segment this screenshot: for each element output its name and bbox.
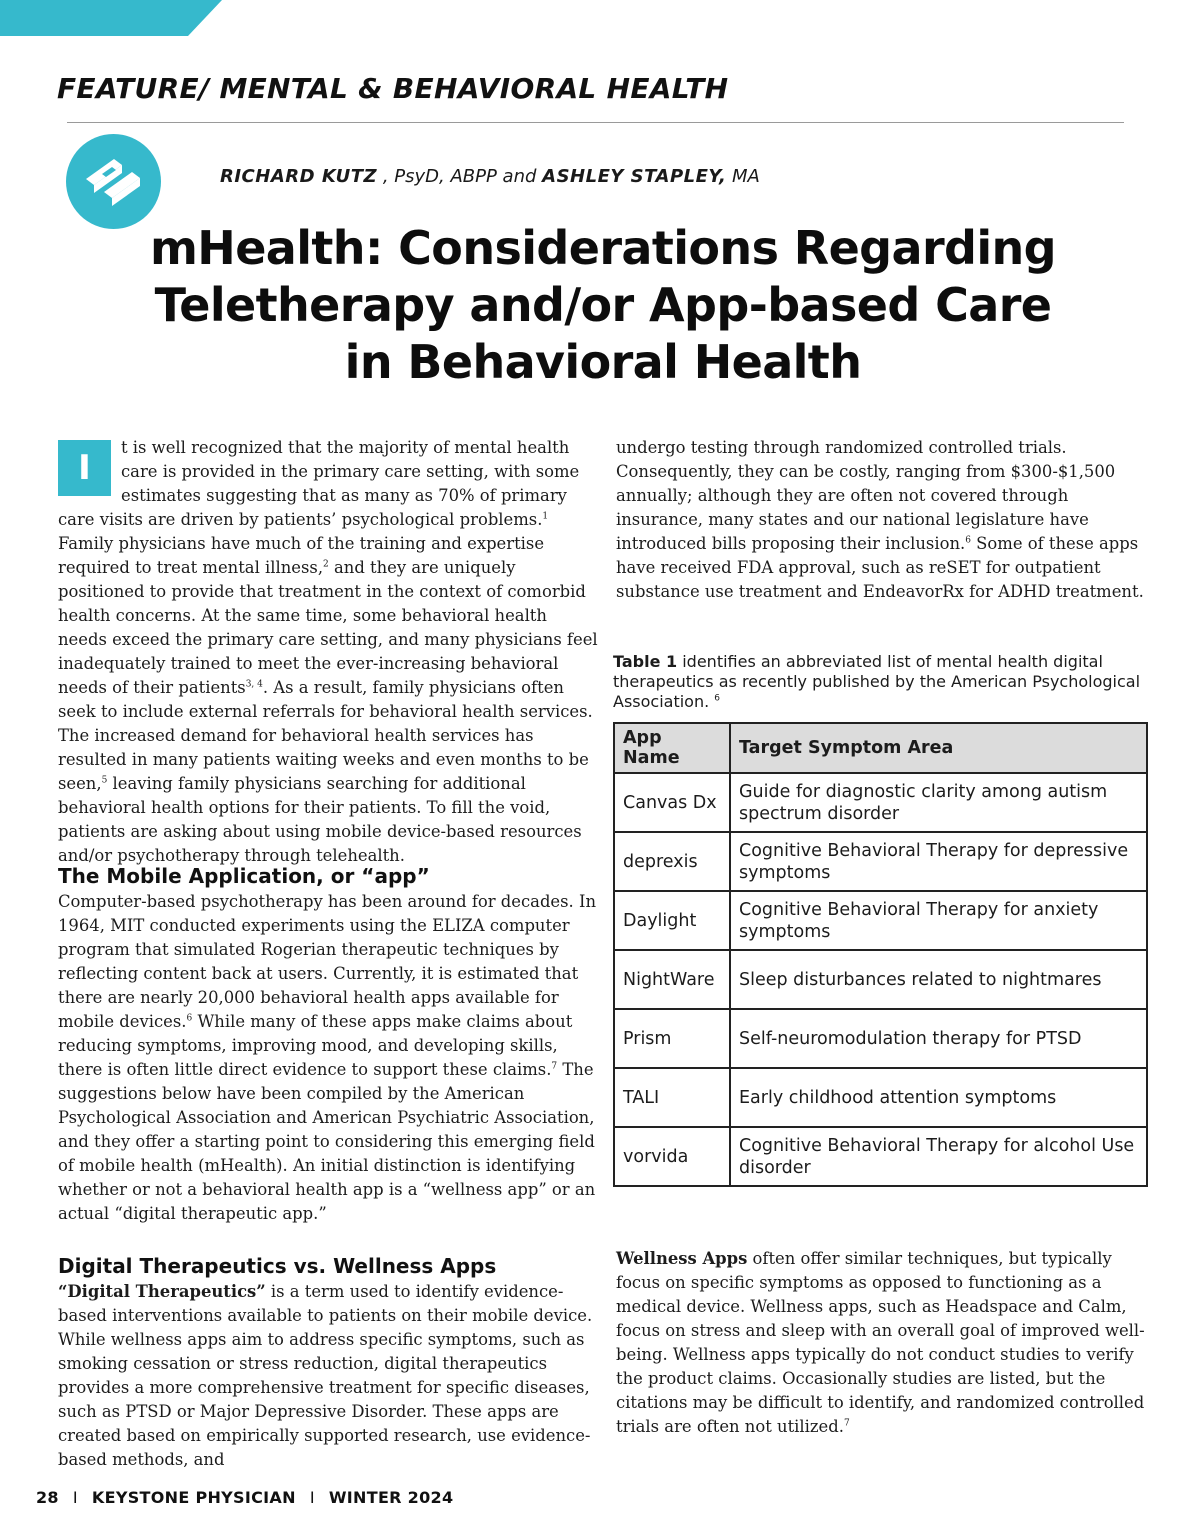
app-name-cell: NightWare — [614, 950, 730, 1009]
symptom-cell: Self-neuromodulation therapy for PTSD — [730, 1009, 1147, 1068]
corner-accent-tab — [0, 0, 222, 36]
footnote-ref: 6 — [714, 693, 721, 704]
app-name-cell: Canvas Dx — [614, 773, 730, 832]
table-row — [614, 950, 1147, 1009]
symptom-cell: Cognitive Behavioral Therapy for anxiety symptoms — [730, 891, 1147, 950]
drop-cap: I — [58, 440, 111, 496]
footnote-ref: 1 — [542, 511, 549, 522]
table-row — [614, 1009, 1147, 1068]
mobile-app-paragraph: Computer-based psychotherapy has been around for decades. In 1964, MIT conducted experiments using the ELIZA computer program that simulated Rogerian therapeutic techniques by reflecting content back at users. Currently, it is estimated that there are nearly 20,000 behavioral health apps available for mobile devices.$^6$ While many of these apps make claims about reducing symptoms, improving mood, and developing skills, there is often little direct evidence to support these claims.$^7$ The suggestions below have been compiled by the American Psychological Association and American Psychiatric Association, and they offer a starting point to considering this emerging field of mobile health (mHealth). An initial distinction is identifying whether or not a behavioral health app is a “wellness app” or an actual “digital therapeutic app.” — [58, 892, 596, 1223]
page-footer — [36, 1488, 453, 1507]
app-name-cell: Prism — [614, 1009, 730, 1068]
table-caption-label: Table 1 — [613, 652, 678, 671]
author-1-name: RICHARD KUTZ — [220, 166, 378, 187]
table-row — [614, 773, 1147, 832]
title-line-2: Teletherapy and/or App-based Care — [154, 278, 1052, 332]
mobile-app-heading: The Mobile Application, or “app” — [58, 864, 430, 888]
keystone-logo-icon — [66, 134, 161, 229]
table-row — [614, 832, 1147, 891]
digital-therapeutics-paragraph: “Digital Therapeutics” is a term used to identify evidence-based interventions available to patients on their mobile device. While wellness apps aim to address specific symptoms, such as smoking cessation or stress reduction, digital therapeutics provides a more comprehensive treatment for specific diseases, such as PTSD or Major Depressive Disorder. These apps are created based on empirically supported research, use evidence-based methods, and — [58, 1282, 593, 1469]
publication-name: KEYSTONE PHYSICIAN — [91, 1488, 296, 1507]
table-header-row — [614, 723, 1147, 773]
title-line-1: mHealth: Considerations Regarding — [149, 221, 1057, 275]
section-header: FEATURE/ MENTAL & BEHAVIORAL HEALTH — [57, 72, 729, 105]
table-header-symptom-area: Target Symptom Area — [730, 723, 1147, 773]
author-2-name: ASHLEY STAPLEY, — [542, 166, 727, 187]
issue-date: WINTER 2024 — [328, 1488, 454, 1507]
app-name-cell: vorvida — [614, 1127, 730, 1186]
table-caption: Table 1 identifies an abbreviated list of mental health digital therapeutics as recently published by the American Psychological Association. $^6$ — [613, 652, 1141, 711]
table-row — [614, 1127, 1147, 1186]
table-header-app-name: App Name — [614, 723, 730, 773]
intro-paragraph-block — [58, 436, 598, 868]
wellness-apps-paragraph: Wellness Apps often offer similar techniques, but typically focus on specific symptoms as opposed to functioning as a medical device. Wellness apps, such as Headspace and Calm, focus on stress and sleep with an overall goal of improved well-being. Wellness apps typically do not conduct studies to verify the product claims. Occasionally studies are listed, but the citations may be difficult to identify, and randomized controlled trials are often not utilized.$^7$ — [616, 1249, 1145, 1436]
digital-therapeutics-term: “Digital Therapeutics” — [58, 1282, 266, 1301]
author-2-credentials: MA — [726, 166, 760, 187]
table-row — [614, 891, 1147, 950]
footnote-ref: 6 — [965, 535, 971, 546]
header-divider — [67, 122, 1124, 123]
footnote-ref: 3, 4 — [245, 679, 263, 690]
footnote-ref: 2 — [323, 559, 329, 570]
page-number: 28 — [36, 1488, 59, 1507]
symptom-cell: Sleep disturbances related to nightmares — [730, 950, 1147, 1009]
footnote-ref: 7 — [843, 1418, 850, 1429]
title-line-3: in Behavioral Health — [344, 335, 862, 389]
app-name-cell: Daylight — [614, 891, 730, 950]
footer-separator: I — [72, 1488, 78, 1507]
symptom-cell: Early childhood attention symptoms — [730, 1068, 1147, 1127]
intro-paragraph: t is well recognized that the majority of mental health care is provided in the primary care setting, with some estimates suggesting that as many as 70% of primary care visits are driven by patients’ psychological problems.$^1$ Family physicians have much of the training and expertise required to treat mental illness,$^2$ and they are uniquely positioned to provide that treatment in the context of comorbid health concerns. At the same time, some behavioral health needs exceed the primary care setting, and many physicians feel inadequately trained to meet the ever-increasing behavioral needs of their patients$^{3, 4}$. As a result, family physicians often seek to include external referrals for behavioral health services. The increased demand for behavioral health services has resulted in many patients waiting weeks and even months to be seen,$^5$ leaving family physicians searching for additional behavioral health options for their patients. To fill the void, patients are asking about using mobile device-based resources and/or psychotherapy through telehealth. — [58, 438, 598, 865]
symptom-cell: Cognitive Behavioral Therapy for depressive symptoms — [730, 832, 1147, 891]
right-column-paragraph: undergo testing through randomized controlled trials. Consequently, they can be costly, ranging from $300-$1,500 annually; although they are often not covered through insurance, many states and our national legislature have introduced bills proposing their inclusion.$^6$ Some of these apps have received FDA approval, such as reSET for outpatient substance use treatment and EndeavorRx for ADHD treatment. — [616, 438, 1144, 601]
app-name-cell: TALI — [614, 1068, 730, 1127]
digital-therapeutics-heading: Digital Therapeutics vs. Wellness Apps — [58, 1254, 497, 1278]
footer-separator: I — [309, 1488, 315, 1507]
app-name-cell: deprexis — [614, 832, 730, 891]
article-title — [120, 220, 1086, 391]
table-row — [614, 1068, 1147, 1127]
byline — [220, 166, 760, 187]
apps-table — [613, 722, 1148, 1187]
wellness-apps-term: Wellness Apps — [616, 1249, 748, 1268]
symptom-cell: Cognitive Behavioral Therapy for alcohol Use disorder — [730, 1127, 1147, 1186]
footnote-ref: 7 — [551, 1061, 558, 1072]
author-1-credentials: , PsyD, ABPP and — [377, 166, 543, 187]
footnote-ref: 6 — [186, 1013, 193, 1024]
footnote-ref: 5 — [101, 775, 108, 786]
symptom-cell: Guide for diagnostic clarity among autism spectrum disorder — [730, 773, 1147, 832]
right-column-paragraph-block — [616, 436, 1156, 604]
